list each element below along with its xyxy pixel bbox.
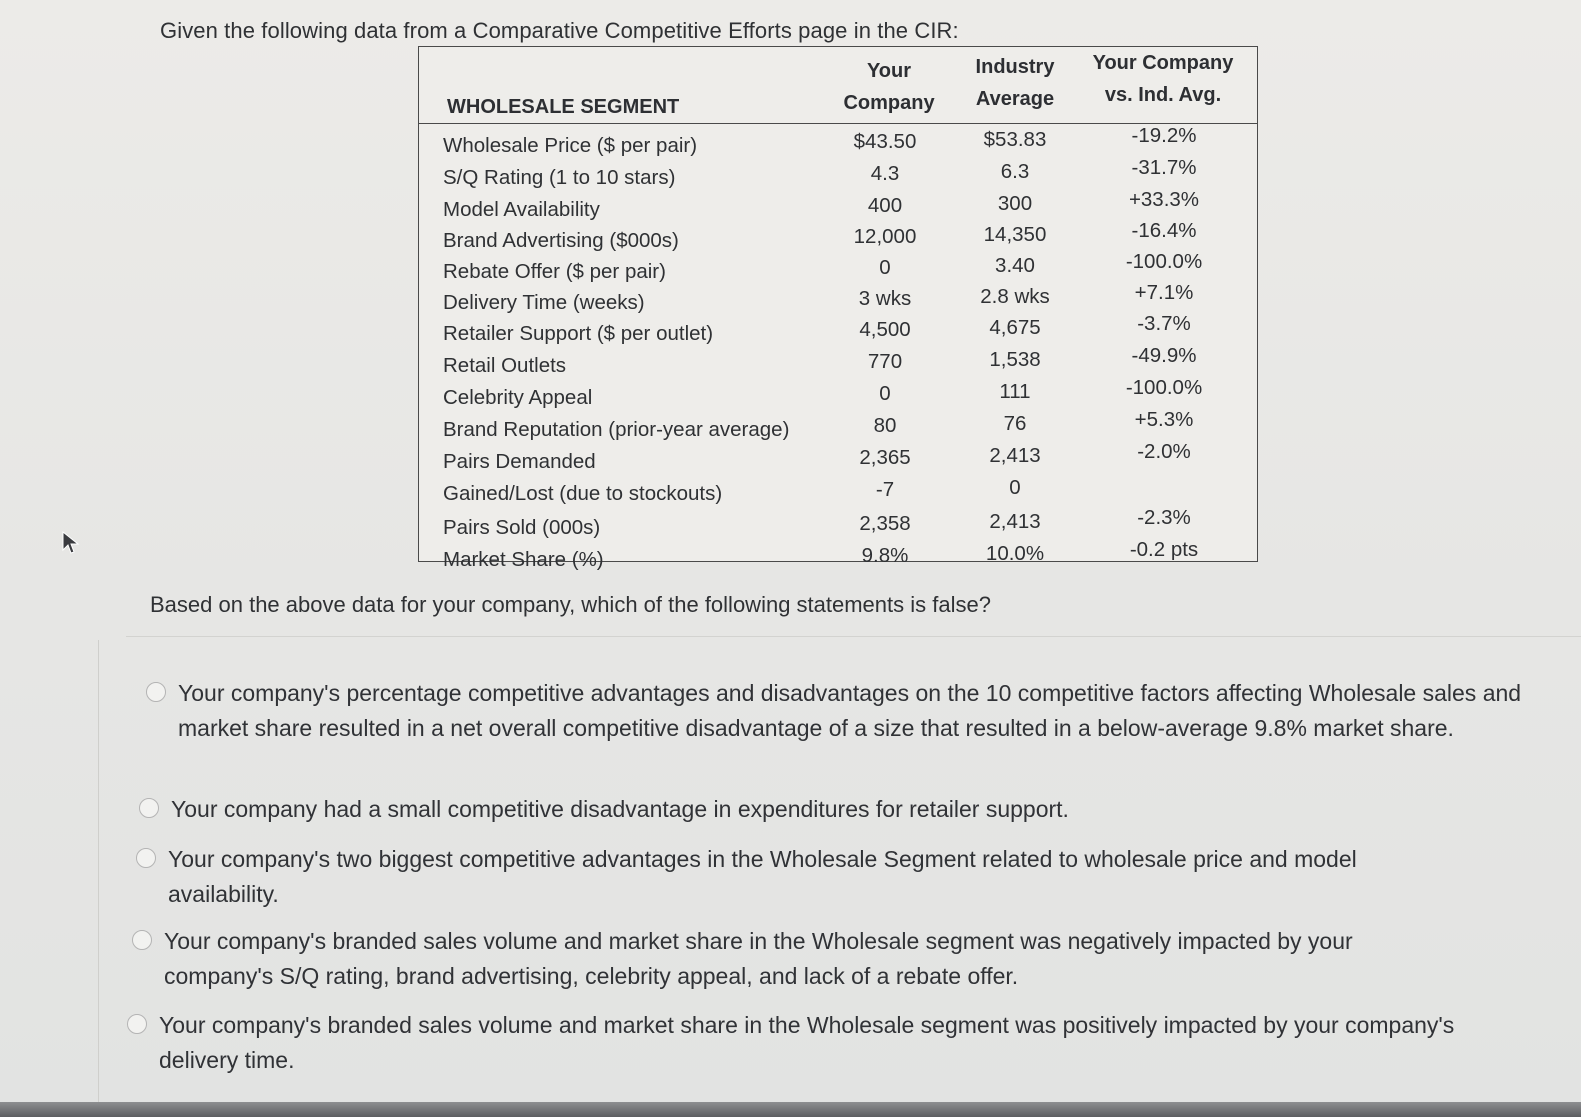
radio-button[interactable] xyxy=(136,848,156,868)
table-row: Celebrity Appeal 0 111 -100.0% xyxy=(443,376,1203,409)
answer-option-label[interactable]: Your company's branded sales volume and market share in the Wholesale segment was negatively impacted by your company's S/Q rating, brand advertising, celebrity appeal, and lack of a rebate offer. xyxy=(164,928,1353,989)
radio-button[interactable] xyxy=(146,682,166,702)
table-row: Delivery Time (weeks) 3 wks 2.8 wks +7.1% xyxy=(443,281,1194,314)
radio-button[interactable] xyxy=(127,1014,147,1034)
mouse-pointer-icon xyxy=(60,530,82,556)
table-row: Gained/Lost (due to stockouts) -7 0 xyxy=(443,476,1021,505)
answer-option-label[interactable]: Your company had a small competitive disadvantage in expenditures for retailer support. xyxy=(171,796,1069,822)
col-your-company-header: Your Company xyxy=(843,60,935,114)
answer-option-label[interactable]: Your company's two biggest competitive advantages in the Wholesale Segment related to wholesale price and model availability. xyxy=(168,846,1357,907)
radio-button[interactable] xyxy=(132,930,152,950)
answer-option-label[interactable]: Your company's branded sales volume and market share in the Wholesale segment was positively impacted by your company's delivery time. xyxy=(159,1012,1455,1073)
table-row: Wholesale Price ($ per pair) $43.50 $53.83 -19.2% xyxy=(443,124,1197,157)
table-row: Brand Advertising ($000s) 12,000 14,350 -16.4% xyxy=(443,219,1197,252)
col-industry-average-header: Industry Average xyxy=(975,56,1055,110)
intro-text: Given the following data from a Comparative Competitive Efforts page in the CIR: xyxy=(160,18,959,43)
answer-option-label[interactable]: Your company's percentage competitive advantages and disadvantages on the 10 competitive factors affecting Wholesale sales and market share resulted in a net overall competitive disadvantage of a size that resulted in a below-average 9.8% market share. xyxy=(178,680,1522,741)
table-row: Model Availability 400 300 +33.3% xyxy=(443,188,1200,221)
question-text: Based on the above data for your company, which of the following statements is false? xyxy=(150,592,991,617)
table-header xyxy=(419,47,1257,124)
table-row: Retailer Support ($ per outlet) 4,500 4,675 -3.7% xyxy=(443,312,1191,345)
table-row: Rebate Offer ($ per pair) 0 3.40 -100.0% xyxy=(443,250,1203,283)
table-row: Retail Outlets 770 1,538 -49.9% xyxy=(443,344,1197,377)
table-row: Brand Reputation (prior-year average) 80 76 +5.3% xyxy=(443,408,1194,441)
divider xyxy=(98,640,99,1110)
col-vs-industry-header: Your Company vs. Ind. Avg. xyxy=(1092,52,1234,106)
table-row: Market Share (%) 9.8% 10.0% -0.2 pts xyxy=(443,538,1199,571)
radio-button[interactable] xyxy=(139,798,159,818)
table-row: S/Q Rating (1 to 10 stars) 4.3 6.3 -31.7% xyxy=(443,156,1197,189)
segment-header: WHOLESALE SEGMENT xyxy=(447,96,680,118)
table-row: Pairs Demanded 2,365 2,413 -2.0% xyxy=(443,440,1191,473)
table-row: Pairs Sold (000s) 2,358 2,413 -2.3% xyxy=(443,506,1191,539)
cir-data-table xyxy=(418,46,1258,571)
screen-bottom-edge xyxy=(0,1102,1581,1117)
divider xyxy=(126,636,1581,637)
